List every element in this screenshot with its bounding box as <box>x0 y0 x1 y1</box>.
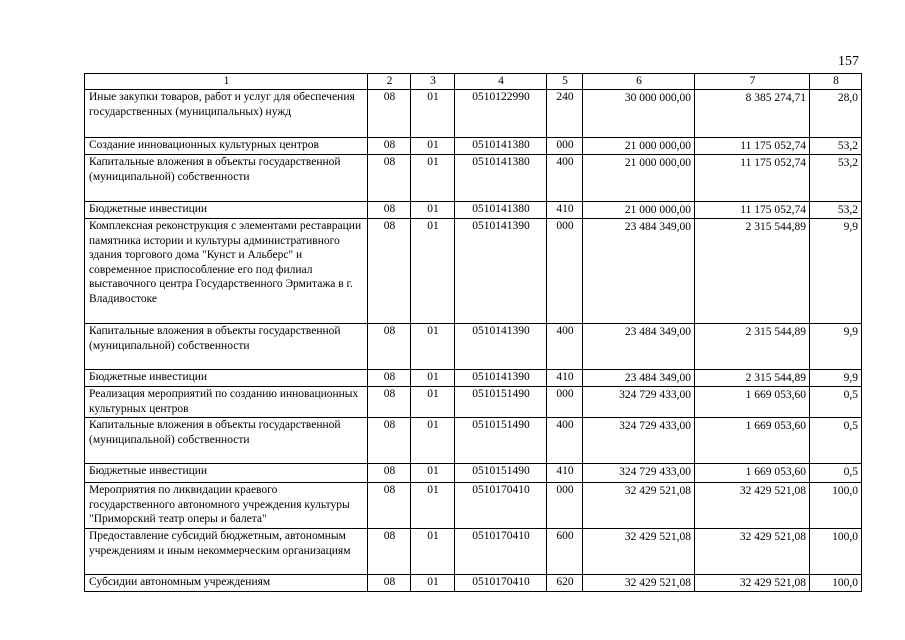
value-col6: 23 484 349,00 <box>624 326 691 338</box>
table-row <box>85 219 862 324</box>
cell-col3: 01 <box>411 387 455 418</box>
cell-col8 <box>810 138 862 155</box>
table-row <box>85 138 862 155</box>
cell-col8 <box>810 464 862 483</box>
table-row <box>85 529 862 575</box>
row-name: Иные закупки товаров, работ и услуг для обеспечения государственных (муниципальных) нужд <box>85 90 368 138</box>
row-name: Капитальные вложения в объекты государственной (муниципальной) собственности <box>85 155 368 202</box>
cell-col3: 01 <box>411 418 455 464</box>
column-header: 3 <box>411 74 455 90</box>
table-row <box>85 155 862 202</box>
cell-col7 <box>695 418 810 464</box>
cell-col6 <box>583 202 695 219</box>
value-col6: 32 429 521,08 <box>624 577 691 589</box>
row-name: Комплексная реконструкция с элементами реставрации памятника истории и культуры административного здания торгового дома "Кунст и Альберс" и современное приспособление его под филиал выставочного центра Государственного Эрмитажа в г. Владивостоке <box>85 219 368 324</box>
cell-col6 <box>583 138 695 155</box>
cell-col5: 410 <box>547 370 583 387</box>
cell-col6 <box>583 575 695 592</box>
value-col8: 53,2 <box>837 157 858 169</box>
row-name: Капитальные вложения в объекты государственной (муниципальной) собственности <box>85 324 368 370</box>
cell-col7 <box>695 138 810 155</box>
cell-col7 <box>695 529 810 575</box>
cell-col7 <box>695 387 810 418</box>
value-col6: 324 729 433,00 <box>619 389 691 401</box>
cell-col5: 410 <box>547 202 583 219</box>
cell-col5: 400 <box>547 324 583 370</box>
cell-col8 <box>810 418 862 464</box>
value-col6: 324 729 433,00 <box>619 420 691 432</box>
column-header: 4 <box>455 74 547 90</box>
cell-col2: 08 <box>368 483 411 529</box>
cell-col5: 000 <box>547 387 583 418</box>
column-header: 7 <box>695 74 810 90</box>
value-col7: 2 315 544,89 <box>745 221 806 233</box>
value-col7: 32 429 521,08 <box>739 485 806 497</box>
cell-col2: 08 <box>368 324 411 370</box>
value-col8: 28,0 <box>837 92 858 104</box>
cell-col4: 0510141390 <box>455 219 547 324</box>
value-col7: 1 669 053,60 <box>745 420 806 432</box>
cell-col8 <box>810 90 862 138</box>
cell-col6 <box>583 387 695 418</box>
cell-col2: 08 <box>368 387 411 418</box>
cell-col4: 0510170410 <box>455 575 547 592</box>
cell-col4: 0510170410 <box>455 529 547 575</box>
value-col7: 1 669 053,60 <box>745 466 806 478</box>
cell-col8 <box>810 324 862 370</box>
cell-col6 <box>583 370 695 387</box>
cell-col7 <box>695 324 810 370</box>
cell-col3: 01 <box>411 138 455 155</box>
table-row <box>85 464 862 483</box>
row-name: Создание инновационных культурных центров <box>85 138 368 155</box>
table-row <box>85 483 862 529</box>
cell-col4: 0510141380 <box>455 202 547 219</box>
cell-col2: 08 <box>368 202 411 219</box>
value-col6: 21 000 000,00 <box>624 140 691 152</box>
cell-col2: 08 <box>368 575 411 592</box>
cell-col6 <box>583 529 695 575</box>
cell-col2: 08 <box>368 219 411 324</box>
cell-col2: 08 <box>368 90 411 138</box>
cell-col7 <box>695 202 810 219</box>
cell-col4: 0510141380 <box>455 155 547 202</box>
value-col8: 9,9 <box>843 221 858 233</box>
value-col8: 100,0 <box>832 485 858 497</box>
cell-col3: 01 <box>411 90 455 138</box>
column-header: 8 <box>810 74 862 90</box>
cell-col3: 01 <box>411 529 455 575</box>
cell-col4: 0510141390 <box>455 324 547 370</box>
cell-col6 <box>583 464 695 483</box>
cell-col2: 08 <box>368 464 411 483</box>
table-row <box>85 418 862 464</box>
cell-col3: 01 <box>411 202 455 219</box>
cell-col7 <box>695 483 810 529</box>
value-col6: 21 000 000,00 <box>624 157 691 169</box>
cell-col7 <box>695 219 810 324</box>
cell-col6 <box>583 418 695 464</box>
value-col8: 53,2 <box>837 140 858 152</box>
row-name: Бюджетные инвестиции <box>85 202 368 219</box>
header-row <box>85 74 862 90</box>
cell-col4: 0510170410 <box>455 483 547 529</box>
value-col7: 8 385 274,71 <box>745 92 806 104</box>
column-header: 2 <box>368 74 411 90</box>
cell-col8 <box>810 219 862 324</box>
table-row <box>85 575 862 592</box>
value-col6: 32 429 521,08 <box>624 485 691 497</box>
column-header: 5 <box>547 74 583 90</box>
value-col7: 11 175 052,74 <box>740 157 806 169</box>
column-header: 6 <box>583 74 695 90</box>
value-col6: 23 484 349,00 <box>624 221 691 233</box>
cell-col3: 01 <box>411 575 455 592</box>
cell-col6 <box>583 155 695 202</box>
cell-col3: 01 <box>411 464 455 483</box>
cell-col4: 0510122990 <box>455 90 547 138</box>
cell-col2: 08 <box>368 418 411 464</box>
cell-col8 <box>810 529 862 575</box>
page-number: 157 <box>838 54 859 69</box>
value-col7: 1 669 053,60 <box>745 389 806 401</box>
cell-col6 <box>583 324 695 370</box>
cell-col5: 000 <box>547 219 583 324</box>
table-row <box>85 387 862 418</box>
row-name: Капитальные вложения в объекты государственной (муниципальной) собственности <box>85 418 368 464</box>
value-col6: 324 729 433,00 <box>619 466 691 478</box>
table-row <box>85 370 862 387</box>
value-col6: 21 000 000,00 <box>624 204 691 216</box>
row-name: Мероприятия по ликвидации краевого государственного автономного учреждения культуры "Приморский театр оперы и балета" <box>85 483 368 529</box>
cell-col4: 0510151490 <box>455 387 547 418</box>
value-col7: 32 429 521,08 <box>739 531 806 543</box>
cell-col5: 410 <box>547 464 583 483</box>
value-col6: 23 484 349,00 <box>624 372 691 384</box>
cell-col2: 08 <box>368 529 411 575</box>
cell-col5: 400 <box>547 418 583 464</box>
table-row <box>85 90 862 138</box>
cell-col5: 620 <box>547 575 583 592</box>
cell-col7 <box>695 575 810 592</box>
cell-col8 <box>810 202 862 219</box>
value-col7: 2 315 544,89 <box>745 372 806 384</box>
cell-col5: 000 <box>547 138 583 155</box>
cell-col4: 0510141380 <box>455 138 547 155</box>
cell-col3: 01 <box>411 219 455 324</box>
value-col6: 30 000 000,00 <box>624 92 691 104</box>
cell-col5: 000 <box>547 483 583 529</box>
table-row <box>85 324 862 370</box>
cell-col3: 01 <box>411 155 455 202</box>
cell-col2: 08 <box>368 138 411 155</box>
budget-table <box>84 73 862 592</box>
cell-col6 <box>583 90 695 138</box>
value-col6: 32 429 521,08 <box>624 531 691 543</box>
value-col7: 11 175 052,74 <box>740 140 806 152</box>
value-col8: 0,5 <box>843 420 858 432</box>
value-col8: 9,9 <box>843 326 858 338</box>
cell-col3: 01 <box>411 370 455 387</box>
cell-col6 <box>583 219 695 324</box>
cell-col5: 600 <box>547 529 583 575</box>
cell-col2: 08 <box>368 370 411 387</box>
value-col8: 0,5 <box>843 389 858 401</box>
column-header: 1 <box>85 74 368 90</box>
row-name: Субсидии автономным учреждениям <box>85 575 368 592</box>
value-col8: 53,2 <box>837 204 858 216</box>
cell-col5: 400 <box>547 155 583 202</box>
cell-col4: 0510151490 <box>455 418 547 464</box>
row-name: Реализация мероприятий по созданию инновационных культурных центров <box>85 387 368 418</box>
value-col7: 2 315 544,89 <box>745 326 806 338</box>
cell-col8 <box>810 483 862 529</box>
value-col8: 0,5 <box>843 466 858 478</box>
cell-col5: 240 <box>547 90 583 138</box>
value-col8: 100,0 <box>832 531 858 543</box>
cell-col3: 01 <box>411 324 455 370</box>
cell-col7 <box>695 90 810 138</box>
value-col8: 100,0 <box>832 577 858 589</box>
cell-col4: 0510141390 <box>455 370 547 387</box>
cell-col7 <box>695 464 810 483</box>
value-col7: 11 175 052,74 <box>740 204 806 216</box>
cell-col6 <box>583 483 695 529</box>
cell-col7 <box>695 155 810 202</box>
cell-col8 <box>810 387 862 418</box>
value-col8: 9,9 <box>843 372 858 384</box>
cell-col8 <box>810 575 862 592</box>
row-name: Бюджетные инвестиции <box>85 370 368 387</box>
table-row <box>85 202 862 219</box>
cell-col4: 0510151490 <box>455 464 547 483</box>
cell-col2: 08 <box>368 155 411 202</box>
value-col7: 32 429 521,08 <box>739 577 806 589</box>
cell-col7 <box>695 370 810 387</box>
cell-col8 <box>810 370 862 387</box>
row-name: Бюджетные инвестиции <box>85 464 368 483</box>
cell-col8 <box>810 155 862 202</box>
cell-col3: 01 <box>411 483 455 529</box>
row-name: Предоставление субсидий бюджетным, автономным учреждениям и иным некоммерческим организациям <box>85 529 368 575</box>
